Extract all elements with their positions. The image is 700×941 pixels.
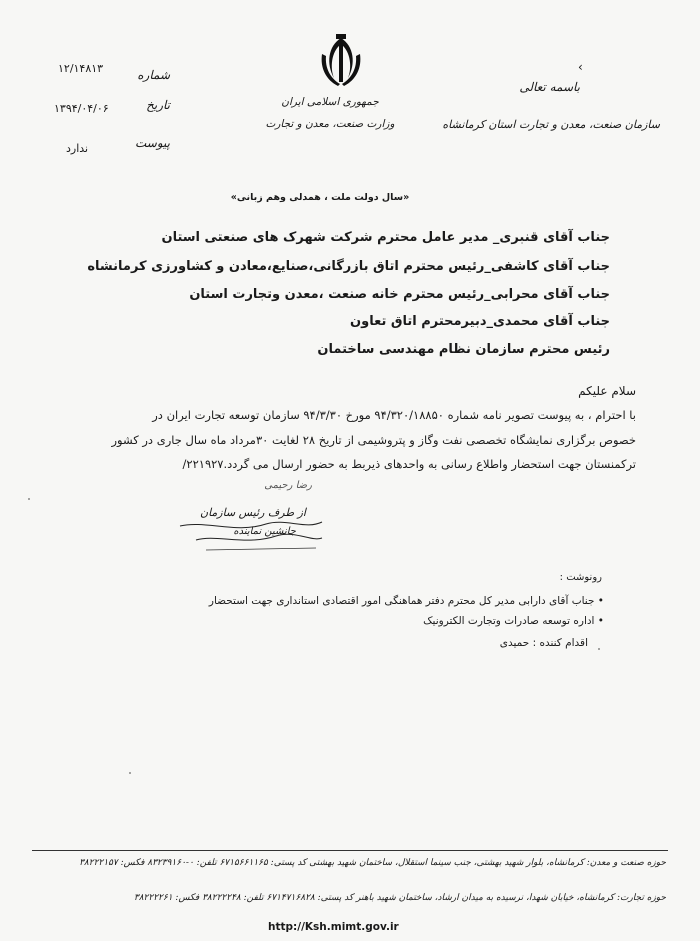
body-line: با احترام ، به پیوست تصویر نامه شماره ۹۴/۳۲۰/۱۸۸۵۰ مورخ ۹۴/۳/۳۰ سازمان توسعه تجارت ایران در: [152, 408, 636, 422]
cc-item-text: جناب آقای دارابی مدیر کل محترم دفتر هماهنگی امور اقتصادی استانداری جهت استحضار: [208, 595, 595, 607]
recipient-line: جناب آقای کاشفی_رئیس محترم اتاق بازرگانی،صنایع،معادن و کشاورزی کرمانشاه: [87, 259, 610, 274]
cc-item-text: اداره توسعه صادرات وتجارت الکترونیک: [423, 615, 595, 627]
letter-number: ۱۲/۱۴۸۱۳: [58, 62, 104, 75]
number-label: شماره: [137, 68, 170, 82]
bullet-icon: •: [597, 615, 604, 627]
corner-mark: ‹: [578, 60, 583, 74]
org-name: سازمان صنعت، معدن و تجارت استان کرمانشاه: [442, 118, 660, 131]
recipient-line: رئیس محترم سازمان نظام مهندسی ساختمان: [317, 342, 610, 357]
body-line: ترکمنستان جهت استحضار واطلاع رسانی به واحدهای ذیربط به حضور ارسال می گردد.۲۲۱۹۲۷/: [182, 457, 636, 471]
invocation: باسمه تعالی: [519, 80, 580, 94]
iran-emblem-icon: [318, 34, 364, 90]
cc-item: [423, 615, 604, 627]
signer-name: رضا رحیمی: [264, 480, 312, 491]
website-link[interactable]: http://Ksh.mimt.gov.ir: [268, 921, 399, 933]
signature-stamp: جانشین نماینده: [233, 526, 296, 537]
letter-date: ۱۳۹۴/۰۴/۰۶: [54, 102, 109, 115]
greeting: سلام علیکم: [578, 384, 636, 398]
body-line: خصوص برگزاری نمایشگاه تخصصی نفت وگاز و پتروشیمی از تاریخ ۲۸ لغایت ۳۰مرداد ماه سال جاری در کشور: [111, 433, 636, 447]
cc-item: [209, 595, 604, 607]
bullet-icon: •: [597, 595, 604, 607]
gov-line-2: وزارت صنعت، معدن و تجارت: [265, 118, 395, 130]
footer-address-1: حوزه صنعت و معدن: کرمانشاه، بلوار شهید بهشتی، جنب سینما استقلال، ساختمان شهید بهشتی کد پستی: ۶۷۱۵۶۶۱۱۶۵ تلفن: ۰-۸۳۲۳۹۱۶۰ فکس: ۳۸۲۲۲۱۵۷: [79, 858, 666, 868]
gov-line-1: جمهوری اسلامی ایران: [281, 96, 379, 108]
cc-label: رونوشت :: [559, 572, 602, 583]
scan-speck: [28, 498, 30, 500]
attachment-label: پیوست: [135, 136, 170, 150]
attachment-value: ندارد: [66, 142, 89, 155]
action-by: اقدام کننده : حمیدی: [499, 637, 588, 649]
scan-speck: [598, 648, 600, 650]
footer-rule: [32, 850, 668, 851]
on-behalf-line: از طرف رئیس سازمان: [199, 506, 306, 519]
recipient-line: جناب آقای محرابی_رئیس محترم خانه صنعت ،معدن وتجارت استان: [189, 287, 610, 302]
recipient-line: جناب آقای قنبری_ مدیر عامل محترم شرکت شهرک های صنعتی استان: [161, 230, 610, 245]
date-label: تاریخ: [146, 98, 170, 112]
scan-speck: [129, 772, 131, 774]
recipient-line: جناب آقای محمدی_دبیرمحترم اتاق تعاون: [350, 314, 610, 329]
footer-address-2: حوزه تجارت: کرمانشاه، خیابان شهدا، نرسیده به میدان ارشاد، ساختمان شهید باهنر کد پستی: ۶۷۱۴۷۱۶۸۲۸ تلفن: ۳۸۲۲۲۲۴۸ فکس: ۳۸۲۲۲۲۶۱: [133, 893, 666, 903]
slogan: «سال دولت ملت ، همدلی وهم زبانی»: [230, 192, 410, 203]
